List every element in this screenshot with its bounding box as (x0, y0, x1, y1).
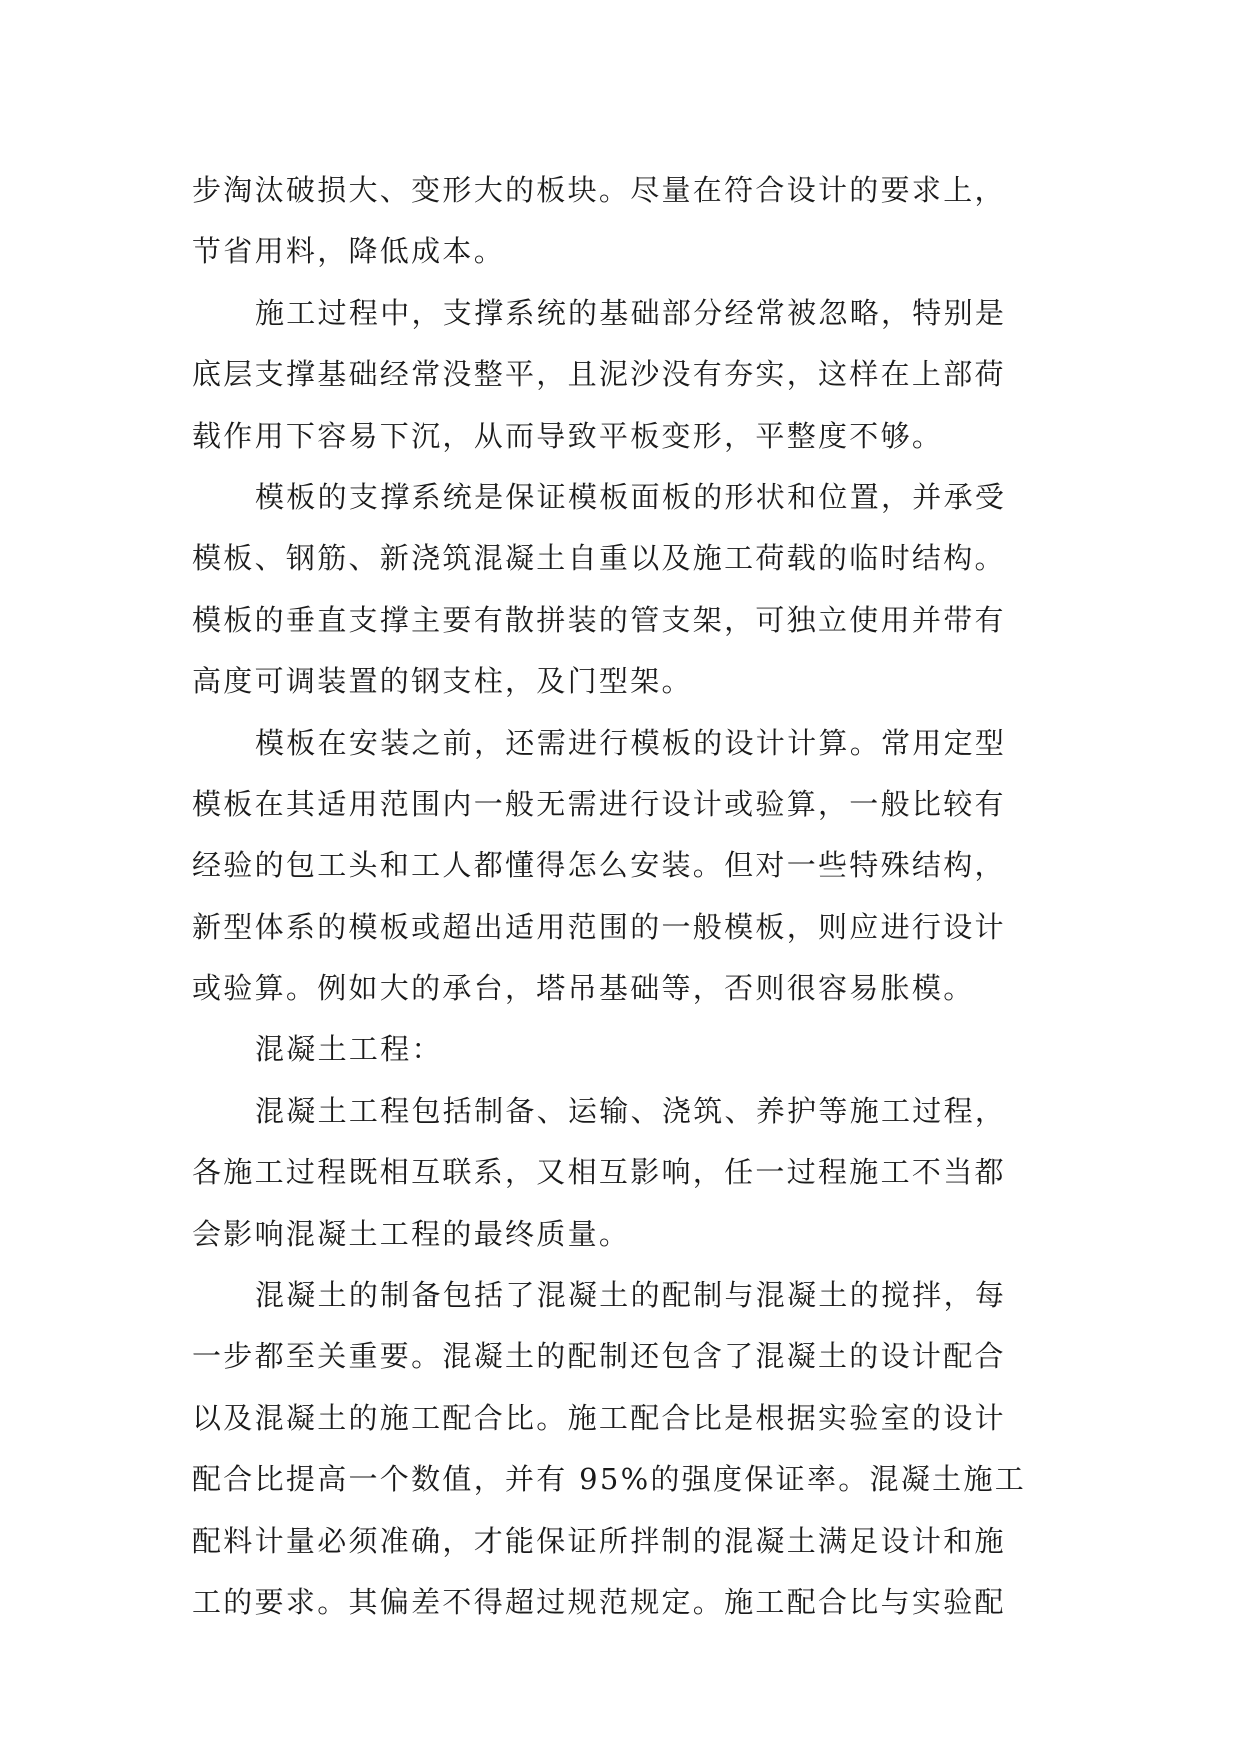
text-line: 工的要求。其偏差不得超过规范规定。施工配合比与实验配 (192, 1584, 1006, 1619)
text-line: 新型体系的模板或超出适用范围的一般模板，则应进行设计 (192, 909, 1006, 944)
text-line: 施工过程中，支撑系统的基础部分经常被忽略，特别是 (255, 295, 1007, 330)
text-line: 模板在安装之前，还需进行模板的设计计算。常用定型 (255, 725, 1007, 760)
text-line: 以及混凝土的施工配合比。施工配合比是根据实验室的设计 (192, 1400, 1006, 1435)
text-line: 载作用下容易下沉，从而导致平板变形，平整度不够。 (192, 418, 944, 453)
text-line: 模板的支撑系统是保证模板面板的形状和位置，并承受 (255, 479, 1007, 514)
text-line: 配合比提高一个数值，并有 95%的强度保证率。混凝土施工 (192, 1462, 1027, 1497)
text-line: 各施工过程既相互联系，又相互影响，任一过程施工不当都 (192, 1155, 1006, 1190)
text-line: 步淘汰破损大、变形大的板块。尽量在符合设计的要求上， (192, 173, 1006, 207)
text-line: 或验算。例如大的承台，塔吊基础等，否则很容易胀模。 (192, 971, 975, 1006)
section-heading: 混凝土工程： (255, 1032, 443, 1067)
text-line: 混凝土工程包括制备、运输、浇筑、养护等施工过程， (255, 1093, 1007, 1128)
body-text (192, 160, 1052, 1633)
text-line: 会影响混凝土工程的最终质量。 (192, 1216, 631, 1251)
text-line: 混凝土的制备包括了混凝土的配制与混凝土的搅拌，每 (255, 1278, 1007, 1313)
text-line: 模板在其适用范围内一般无需进行设计或验算，一般比较有 (192, 786, 1006, 821)
text-line: 模板、钢筋、新浇筑混凝土自重以及施工荷载的临时结构。 (192, 541, 1006, 576)
text-line: 经验的包工头和工人都懂得怎么安装。但对一些特殊结构， (192, 848, 1006, 883)
text-line: 配料计量必须准确，才能保证所拌制的混凝土满足设计和施 (192, 1523, 1006, 1558)
text-line: 高度可调装置的钢支柱，及门型架。 (192, 664, 693, 699)
text-line: 节省用料，降低成本。 (192, 234, 506, 269)
text-line: 底层支撑基础经常没整平，且泥沙没有夯实，这样在上部荷 (192, 357, 1006, 392)
text-line: 模板的垂直支撑主要有散拼装的管支架，可独立使用并带有 (192, 602, 1006, 637)
text-line: 一步都至关重要。混凝土的配制还包含了混凝土的设计配合 (192, 1339, 1006, 1374)
